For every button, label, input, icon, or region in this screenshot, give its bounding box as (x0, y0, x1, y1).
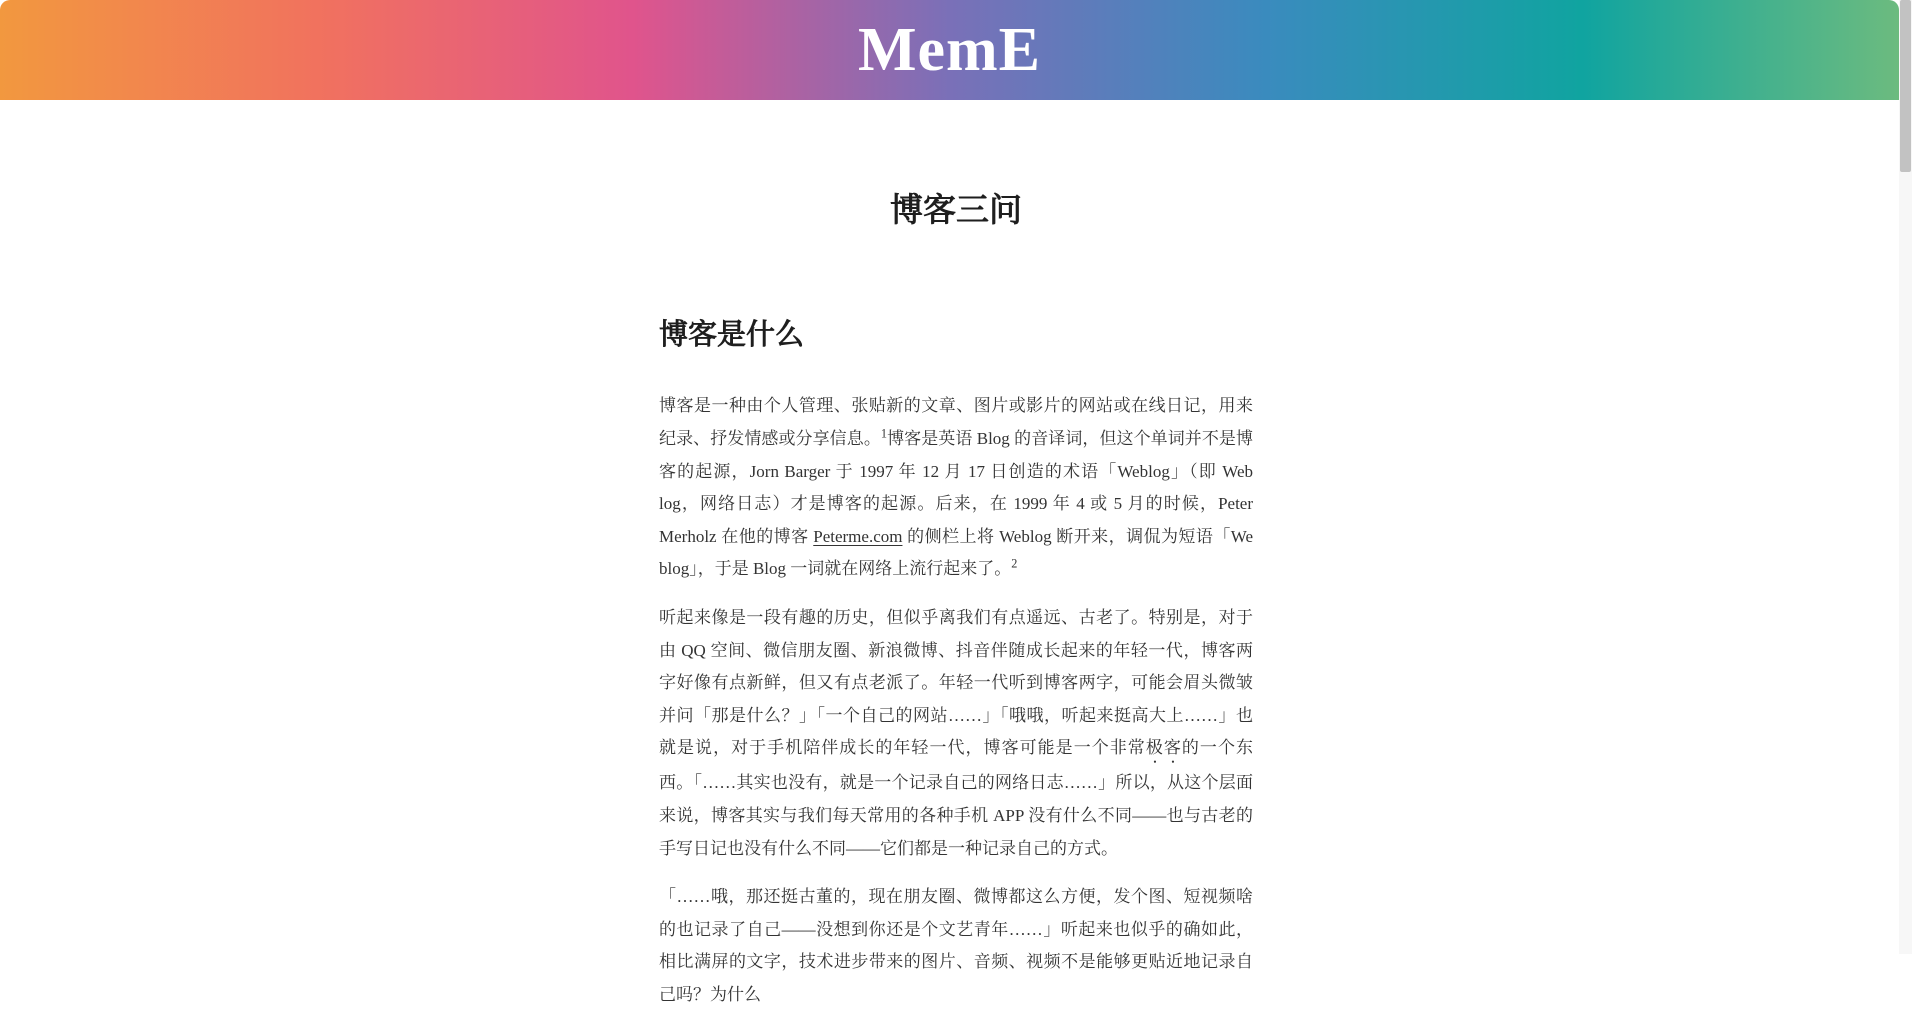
paragraph (659, 390, 1253, 586)
paragraph (659, 881, 1253, 1011)
scrollbar-thumb[interactable] (1900, 0, 1911, 172)
text-run: 的侧栏上将 Weblog 断开来，调侃为短语「We blog」，于是 Blog 一词就在网络上流行起来了。 (659, 526, 1254, 579)
text-run: 「……哦，那还挺古董的，现在朋友圈、微博都这么方便，发个图、短视频啥的也记录了自己——没想到你还是个文艺青年……」听起来也似乎的确如此，相比满屏的文字，技术进步带来的图片、音频、视频不是能够更贴近地记录自己吗？为什么 (659, 887, 1253, 1004)
text-run: 博客是英语 Blog 的音译词，但这个单词并不是博客的起源，Jorn Barger 于 1997 年 12 月 17 日创造的术语「Weblog」（即 Web log，网络日志）才是博客的起源。后来，在 1999 年 4 或 5 月的时候，Peter Merholz 在他的博客 (659, 428, 1254, 546)
emphasized-text: 极客 (1145, 738, 1182, 758)
paragraph (659, 602, 1253, 865)
text-run: 的一个东西。「……其实也没有，就是一个记录自己的网络日志……」所以，从这个层面来说，博客其实与我们每天常用的各种手机 APP 没有什么不同——也与古老的手写日记也没有什么不同——它们都是一种记录自己的方式。 (659, 738, 1253, 858)
inline-link[interactable]: Peterme.com (813, 526, 903, 546)
section-heading: 博客是什么 (659, 318, 805, 351)
footnote-ref[interactable]: 1 (880, 426, 888, 441)
text-run: 博客是一种由个人管理、张贴新的文章、图片或影片的网站或在线日记，用来纪录、抒发情感或分享信息。 (659, 396, 1253, 448)
article-title: 博客三问 (890, 193, 1022, 229)
scrollbar-track[interactable] (1899, 0, 1912, 954)
article-container (659, 192, 1253, 1011)
site-logo[interactable]: MemE (857, 16, 1042, 84)
footnote-ref[interactable]: 2 (1011, 556, 1018, 571)
article-body (659, 390, 1253, 1011)
text-run: 听起来像是一段有趣的历史，但似乎离我们有点遥远、古老了。特别是，对于由 QQ 空间、微信朋友圈、新浪微博、抖音伴随成长起来的年轻一代，博客两字好像有点新鲜，但又有点老派了。年轻一代听到博客两字，可能会眉头微皱并问「那是什么？」「一个自己的网站……」「哦哦，听起来挺高大上……」也就是说，对于手机陪伴成长的年轻一代，博客可能是一个非常 (659, 607, 1253, 758)
site-header (0, 0, 1899, 100)
